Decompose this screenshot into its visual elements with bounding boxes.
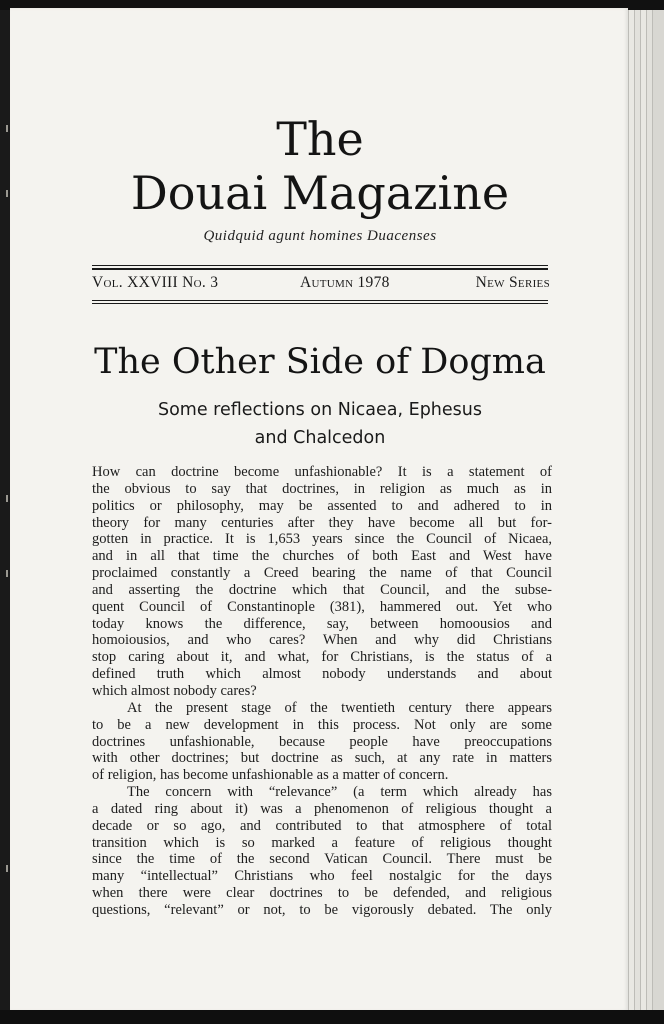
body-line: since the time of the second Vatican Council. There must be [92, 851, 552, 868]
divider [92, 300, 548, 301]
body-line: decade or so ago, and contributed to that atmosphere of total [92, 817, 552, 834]
body-line: when there were clear doctrines to be defended, and religious [92, 885, 552, 902]
body-line: The concern with “relevance” (a term which already has [127, 784, 552, 801]
body-line: defined truth which almost nobody understands and about [92, 666, 552, 683]
body-line: doctrines unfashionable, because people have preoccupations [92, 733, 552, 750]
masthead-motto: Quidquid agunt homines Duacenses [203, 228, 437, 244]
book-bottom-edge [0, 1010, 664, 1024]
body-line: to be a new development in this process. Not only are some [92, 716, 552, 733]
body-line: of religion, has become unfashionable as a matter of concern. [92, 767, 449, 784]
body-line: proclaimed constantly a Creed bearing the name of that Council [92, 565, 552, 582]
issue-series: New Series [475, 274, 550, 291]
binding-mark [6, 125, 8, 132]
body-line: quent Council of Constantinople (381), hammered out. Yet who [92, 598, 552, 615]
issue-season: Autumn 1978 [300, 274, 390, 291]
body-line: the obvious to say that doctrines, in religion as much as in [92, 480, 552, 497]
issue-volume: Vol. XXVIII No. 3 [92, 274, 219, 291]
body-line: politics or philosophy, may be assented to and adhered to in [92, 497, 552, 514]
body-line: transition which is so marked a feature of religious thought [92, 834, 552, 851]
masthead-title: The [276, 112, 364, 166]
body-line: a dated ring about it) was a phenomenon of religious thought a [92, 800, 552, 817]
body-line: stop caring about it, and what, for Christians, is the status of a [92, 649, 552, 666]
body-line: which almost nobody cares? [92, 682, 257, 699]
binding-mark [6, 865, 8, 872]
body-line: with other doctrines; but doctrine as such, at any rate in matters [92, 750, 552, 767]
body-line: and asserting the doctrine which that Council, and the subse- [92, 581, 552, 598]
body-line: many “intellectual” Christians who feel nostalgic for the days [92, 868, 552, 885]
divider [92, 268, 548, 270]
masthead-title: Douai Magazine [130, 166, 510, 220]
binding-mark [6, 570, 8, 577]
article-body [92, 464, 552, 919]
body-line: homoiousios, and who cares? When and why did Christians [92, 632, 552, 649]
body-line: today knows the difference, say, between homoousios and [92, 615, 552, 632]
body-line: At the present stage of the twentieth century there appears [127, 699, 552, 716]
divider [92, 303, 548, 304]
article-subtitle: Some reflections on Nicaea, Ephesus [157, 400, 482, 420]
article-subtitle: and Chalcedon [254, 428, 386, 448]
binding-mark [6, 495, 8, 502]
body-line: questions, “relevant” or not, to be vigorously debated. The only [92, 901, 552, 918]
divider [92, 265, 548, 266]
body-line: and in all that time the churches of both East and West have [92, 548, 552, 565]
body-line: gotten in practice. It is 1,653 years since the Council of Nicaea, [92, 531, 552, 548]
body-line: theory for many centuries after they have become all but for- [92, 514, 552, 531]
binding-mark [6, 190, 8, 197]
article-title: The Other Side of Dogma [94, 342, 546, 382]
page-stack-edge [652, 10, 664, 1010]
body-line: How can doctrine become unfashionable? It is a statement of [92, 464, 552, 480]
